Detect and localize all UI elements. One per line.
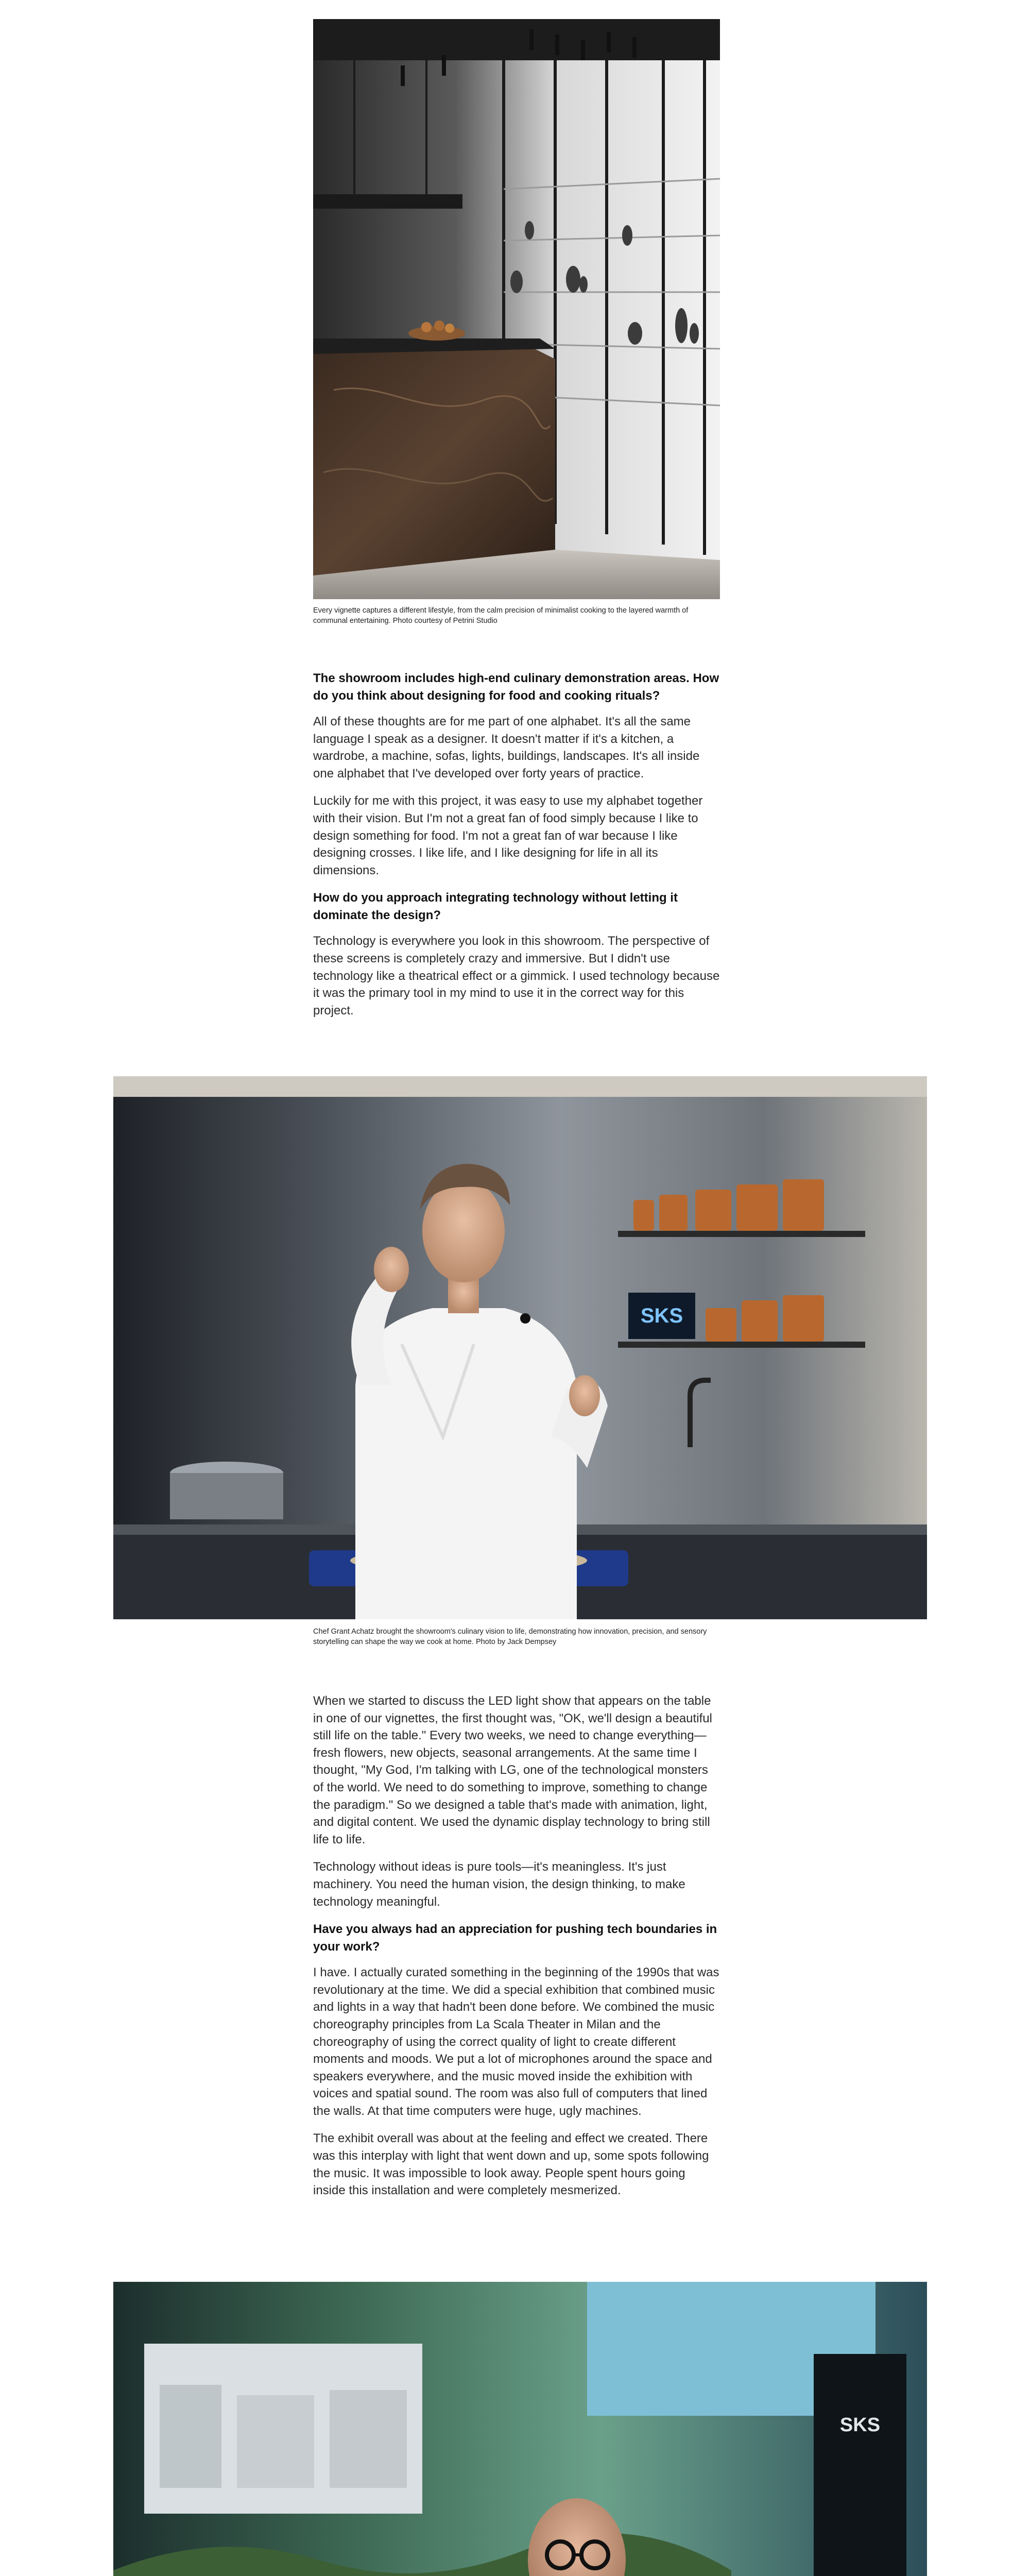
piero-photo bbox=[113, 2282, 927, 2576]
chef-photo bbox=[113, 1076, 927, 1619]
answer-paragraph: All of these thoughts are for me part of one alphabet. It's all the same language I speak as a designer. It doesn't matter if it's a kitchen, a wardrobe, a machine, sofas, lights, buildings, landscapes. It's all inside one alphabet that I've developed over forty years of practice. bbox=[313, 715, 700, 781]
showroom-vignette-photo bbox=[313, 19, 720, 599]
showroom-vignette-caption: Every vignette captures a different lifestyle, from the calm precision of minimalist cooking to the layered warmth of communal entertaining. Photo courtesy of Petrini Studio bbox=[313, 606, 689, 625]
chef-caption: Chef Grant Achatz brought the showroom's culinary vision to life, demonstrating how innovation, precision, and sensory storytelling can shape the way we cook at home. Photo by Jack Dempsey bbox=[313, 1628, 707, 1646]
answer-paragraph: Luckily for me with this project, it was easy to use my alphabet together with their vision. But I'm not a great fan of food simply because I like to design something for food. I'm not a great fan of war because I like designing crosses. I like life, and I like designing for life in all its dimensions. bbox=[313, 794, 703, 877]
answer-paragraph: Technology is everywhere you look in this showroom. The perspective of these screens is completely crazy and immersive. But I didn't use technology like a theatrical effect or a gimmick. I used technology because it was the primary tool in my mind to use it in the correct way for this project. bbox=[313, 934, 720, 1018]
showroom-vignette-illustration bbox=[313, 19, 720, 599]
sks-sign-label: SKS bbox=[839, 2414, 881, 2436]
answer-paragraph: I have. I actually curated something in the beginning of the 1990s that was revolutionary at the time. We did a special exhibition that combined music and lights in a way that hadn't been done before. We combined the music choreography principles from La Scala Theater in Milan and the choreography of using the correct quality of light to create different moments and moods. We put a lot of microphones around the space and speakers everywhere, and the music moved inside the exhibition with voices and spatial sound. The room was also full of computers that lined the walls. At that time computers were huge, ugly machines. bbox=[313, 1965, 719, 2118]
chef-illustration bbox=[113, 1076, 927, 1619]
question-heading: Have you always had an appreciation for pushing tech boundaries in your work? bbox=[313, 1922, 717, 1954]
sks-screen-label: SKS bbox=[640, 1304, 683, 1327]
article-section-2 bbox=[313, 1692, 720, 2210]
question-heading: How do you approach integrating technology without letting it dominate the design? bbox=[313, 891, 678, 923]
article-section-1 bbox=[313, 670, 720, 1029]
answer-paragraph: When we started to discuss the LED light show that appears on the table in one of our vignettes, the first thought was, "OK, we'll design a beautiful still life on the table." Every two weeks, we need to change everything—fresh flowers, new objects, seasonal arrangements. At the same time I thought, "My God, I'm talking with LG, one of the technological monsters of the world. We need to do something to improve, something to change the paradigm." So we designed a table that's made with animation, light, and digital content. We used the dynamic display technology to bring still life to life. bbox=[313, 1694, 712, 1846]
answer-paragraph: The exhibit overall was about at the feeling and effect we created. There was this interplay with light that went down and up, some spots following the music. It was impossible to look away. People spent hours going inside this installation and were completely mesmerized. bbox=[313, 2131, 709, 2198]
piero-illustration bbox=[113, 2282, 927, 2576]
question-heading: The showroom includes high-end culinary demonstration areas. How do you think about designing for food and cooking rituals? bbox=[313, 671, 719, 703]
answer-paragraph: Technology without ideas is pure tools—it's meaningless. It's just machinery. You need the human vision, the design thinking, to make technology meaningful. bbox=[313, 1860, 685, 1909]
